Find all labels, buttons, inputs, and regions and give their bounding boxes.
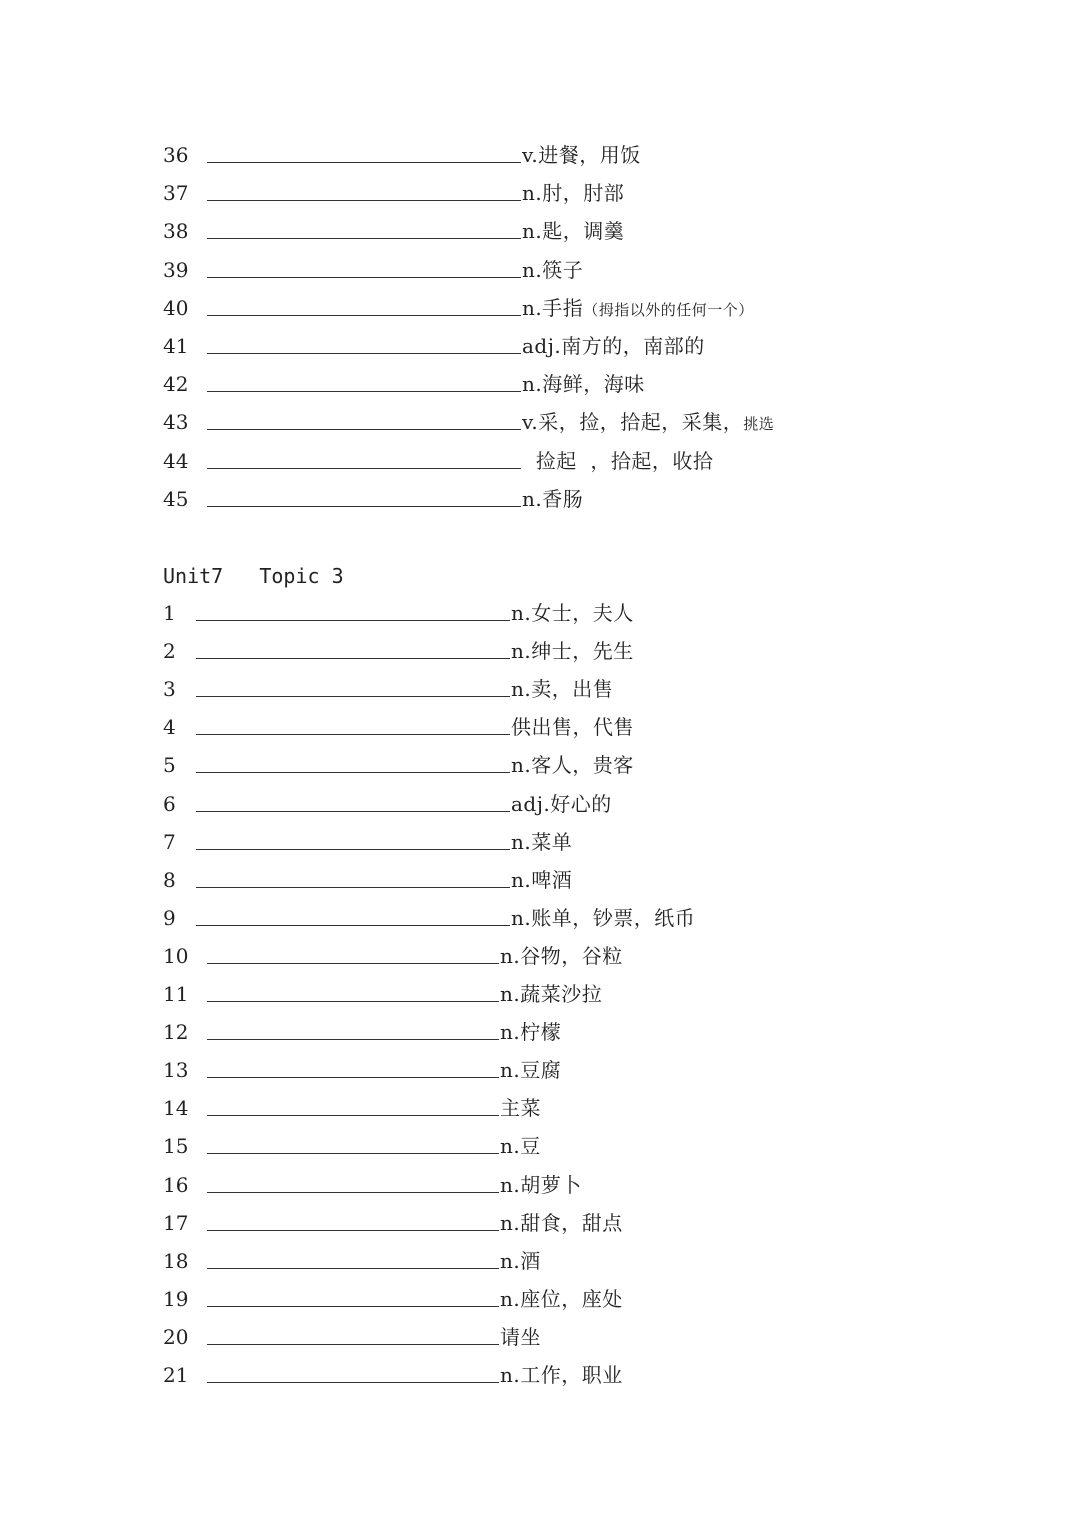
definition [522,446,713,476]
vocab-row [0,407,1080,437]
definition-text: 捡起 ，拾起，收拾 [522,448,714,473]
item-number: 4 [163,715,176,740]
item-number: 43 [163,410,189,435]
vocab-row [0,331,1080,361]
item-number: 7 [163,829,176,854]
definition [511,598,634,628]
vocab-row [0,789,1080,819]
definition-text: n.柠檬 [500,1020,562,1045]
item-number: 9 [163,905,176,930]
vocab-row [0,1360,1080,1390]
definition [522,140,641,170]
definition-note: （拇指以外的任何一个） [583,300,754,319]
vocab-row [0,1208,1080,1238]
definition-text: n.甜食，甜点 [500,1210,623,1235]
definition [522,178,624,208]
definition [511,903,695,933]
item-number: 8 [163,867,176,892]
answer-blank[interactable] [196,849,510,850]
definition-text: adj.好心的 [511,791,612,816]
answer-blank[interactable] [207,1077,499,1078]
definition [511,865,572,895]
item-number: 19 [163,1286,189,1311]
answer-blank[interactable] [207,162,521,163]
answer-blank[interactable] [207,429,521,430]
answer-blank[interactable] [207,1153,499,1154]
definition [511,789,612,819]
answer-blank[interactable] [196,811,510,812]
vocab-row [0,369,1080,399]
definition [500,1170,582,1200]
item-number: 38 [163,219,189,244]
definition-text: n.胡萝卜 [500,1172,582,1197]
definition-text: n.肘，肘部 [522,181,625,206]
vocab-row [0,1055,1080,1085]
definition [522,407,774,439]
answer-blank[interactable] [207,1001,499,1002]
answer-blank[interactable] [207,1115,499,1116]
definition [500,1131,541,1161]
vocab-row [0,484,1080,514]
answer-blank[interactable] [207,1039,499,1040]
item-number: 17 [163,1210,189,1235]
item-number: 18 [163,1248,189,1273]
answer-blank[interactable] [196,734,510,735]
definition [500,1055,561,1085]
definition-text: n.谷物，谷粒 [500,943,623,968]
definition-note: 挑选 [743,415,775,434]
item-number: 11 [163,982,189,1006]
answer-blank[interactable] [207,963,499,964]
vocab-row [0,674,1080,704]
vocab-row [0,1246,1080,1276]
definition [511,712,634,742]
definition [522,255,583,285]
vocab-row [0,1322,1080,1352]
answer-blank[interactable] [196,772,510,773]
item-number: 39 [163,257,189,282]
answer-blank[interactable] [196,658,510,659]
definition-text: 主菜 [500,1096,541,1121]
answer-blank[interactable] [196,887,510,888]
definition [522,331,705,361]
answer-blank[interactable] [196,620,510,621]
vocab-row [0,712,1080,742]
item-number: 2 [163,639,176,664]
definition-text: n.豆腐 [500,1058,562,1083]
definition-text: n.手指 [522,295,584,320]
definition [500,1093,541,1123]
item-number: 3 [163,677,176,702]
item-number: 21 [163,1363,189,1387]
vocab-row [0,1131,1080,1161]
definition-text: n.香肠 [522,486,584,511]
definition [500,1284,623,1314]
definition [511,827,572,857]
section-heading: Unit7 Topic 3 [163,564,344,588]
definition-text: n.工作，职业 [500,1363,623,1387]
item-number: 36 [163,143,189,167]
vocab-row [0,598,1080,628]
vocab-row [0,1017,1080,1047]
vocab-row [0,1093,1080,1123]
answer-blank[interactable] [207,506,521,507]
definition-text: n.绅士，先生 [511,639,634,664]
definition-text: 请坐 [500,1324,541,1349]
definition [500,1208,623,1238]
definition [500,1360,623,1390]
definition-text: adj.南方的，南部的 [522,334,705,358]
definition-text: v.采，捡，拾起，采集， [522,410,744,435]
vocab-row [0,903,1080,933]
answer-blank[interactable] [207,1344,499,1345]
answer-blank[interactable] [207,468,521,469]
definition-text: n.筷子 [522,257,584,282]
vocab-row [0,979,1080,1009]
vocab-row [0,446,1080,476]
answer-blank[interactable] [207,1192,499,1193]
vocab-row [0,636,1080,666]
definition-text: n.豆 [500,1134,541,1159]
vocab-row [0,293,1080,323]
definition [500,941,623,971]
item-number: 1 [163,601,176,625]
definition-text: n.菜单 [511,829,573,854]
item-number: 15 [163,1134,189,1159]
definition-text: n.蔬菜沙拉 [500,982,603,1006]
definition [500,1246,541,1276]
definition-text: n.酒 [500,1248,541,1273]
vocab-row [0,178,1080,208]
definition-text: n.女士，夫人 [511,601,634,625]
definition [511,750,634,780]
vocab-row [0,865,1080,895]
item-number: 10 [163,943,189,968]
answer-blank[interactable] [207,200,521,201]
item-number: 42 [163,372,189,397]
definition-text: n.海鲜，海味 [522,372,645,397]
answer-blank[interactable] [207,1268,499,1269]
item-number: 6 [163,791,176,816]
item-number: 13 [163,1058,189,1083]
definition [522,369,645,399]
answer-blank[interactable] [207,391,521,392]
definition-text: 供出售，代售 [511,715,634,740]
item-number: 41 [163,334,189,358]
definition-text: n.账单，钞票，纸币 [511,905,696,930]
vocab-row [0,255,1080,285]
answer-blank[interactable] [207,1230,499,1231]
answer-blank[interactable] [196,696,510,697]
vocab-row [0,1170,1080,1200]
definition [511,674,613,704]
answer-blank[interactable] [207,277,521,278]
definition [522,293,754,325]
item-number: 37 [163,181,189,206]
item-number: 5 [163,753,176,778]
definition-text: n.匙，调羹 [522,219,625,244]
answer-blank[interactable] [196,925,510,926]
item-number: 45 [163,486,189,511]
definition [500,1322,541,1352]
item-number: 16 [163,1172,189,1197]
vocab-row [0,1284,1080,1314]
definition-text: v.进餐，用饭 [522,143,641,167]
definition-text: n.卖，出售 [511,677,614,702]
item-number: 20 [163,1324,189,1349]
item-number: 14 [163,1096,189,1121]
vocab-row [0,941,1080,971]
vocab-row [0,216,1080,246]
definition [500,979,602,1009]
vocab-row [0,140,1080,170]
vocab-row [0,827,1080,857]
definition [522,484,583,514]
item-number: 40 [163,295,189,320]
definition [522,216,624,246]
answer-blank[interactable] [207,353,521,354]
answer-blank[interactable] [207,315,521,316]
definition [511,636,634,666]
item-number: 44 [163,448,189,473]
vocab-row [0,750,1080,780]
definition [500,1017,561,1047]
answer-blank[interactable] [207,1306,499,1307]
answer-blank[interactable] [207,1382,499,1383]
definition-text: n.啤酒 [511,867,573,892]
definition-text: n.客人，贵客 [511,753,634,778]
item-number: 12 [163,1020,189,1045]
answer-blank[interactable] [207,238,521,239]
definition-text: n.座位，座处 [500,1286,623,1311]
